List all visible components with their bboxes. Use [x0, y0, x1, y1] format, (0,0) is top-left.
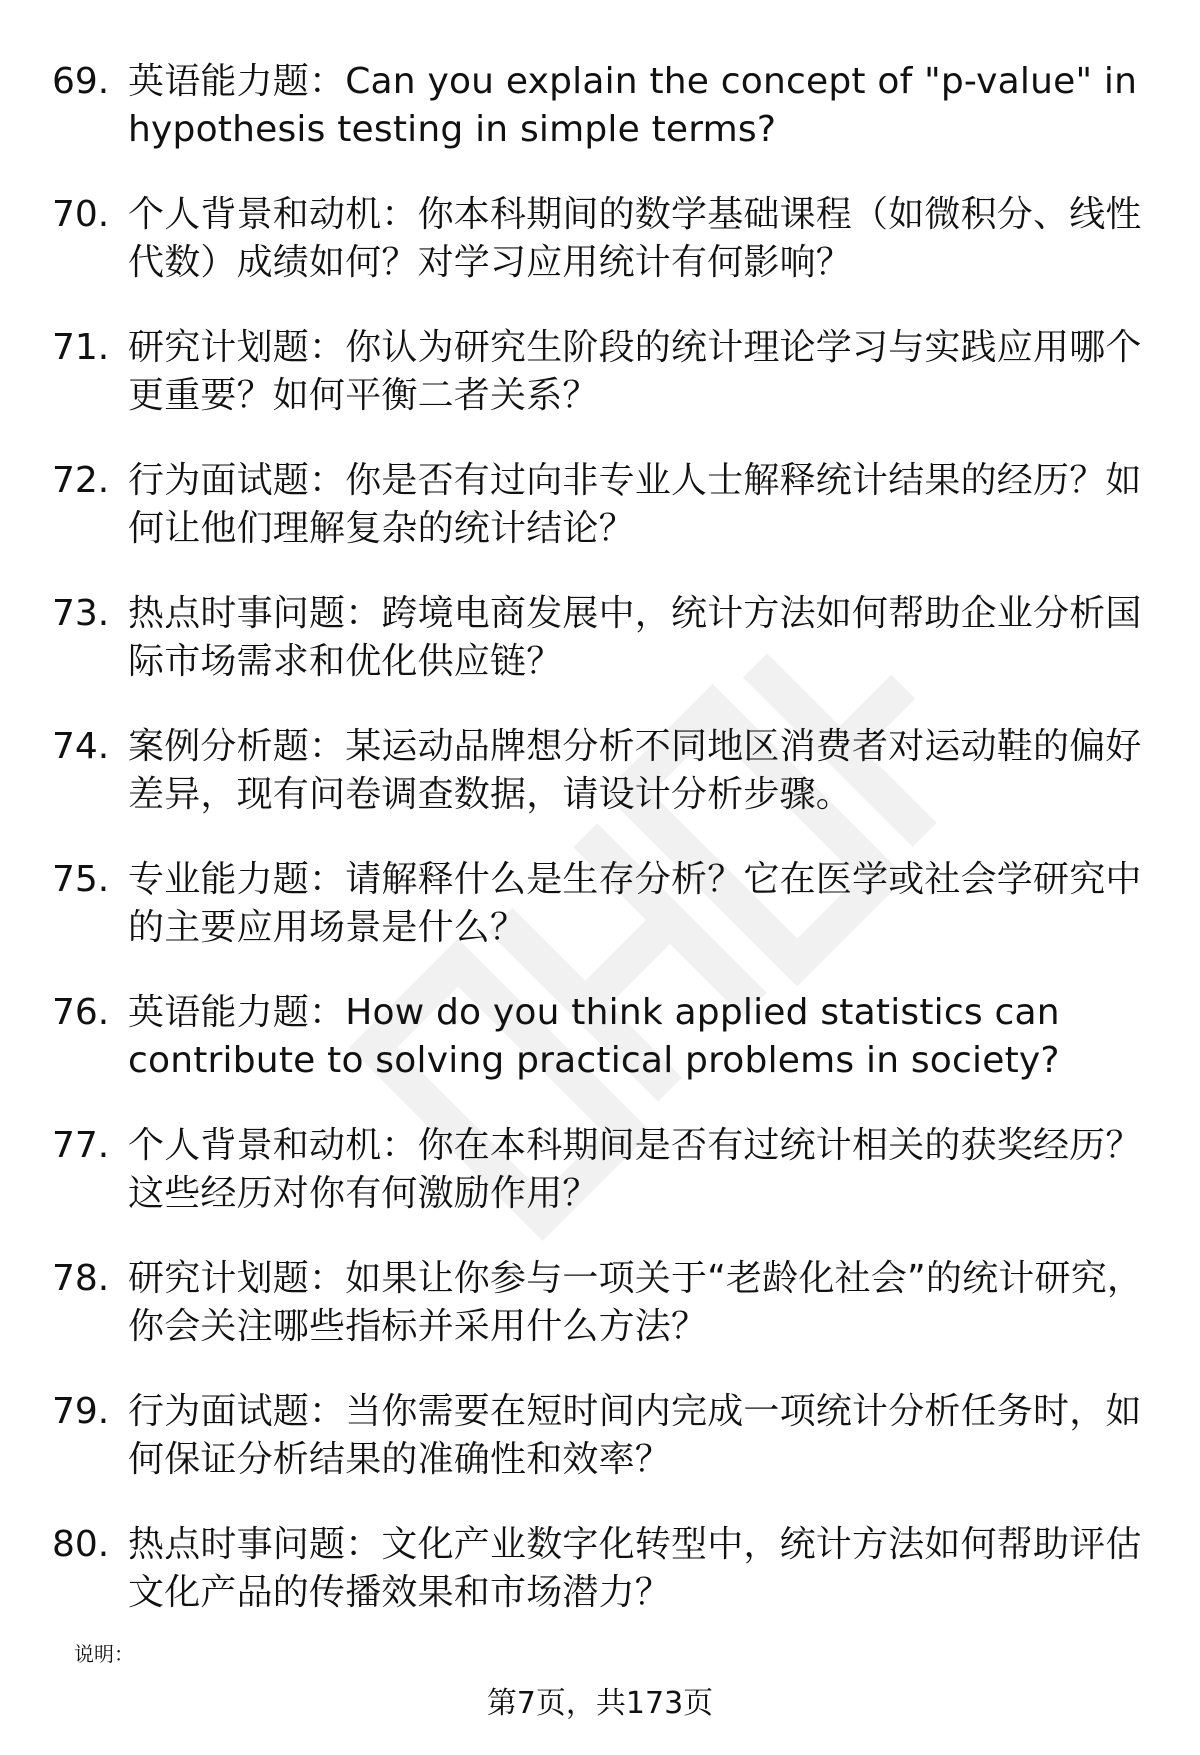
question-text: 热点时事问题：文化产业数字化转型中，统计方法如何帮助评估文化产品的传播效果和市场潜力？ — [128, 1524, 1142, 1613]
list-item — [52, 457, 1162, 590]
question-number: 72. — [52, 460, 110, 501]
question-text: 研究计划题：如果让你参与一项关于“老龄化社会”的统计研究，你会关注哪些指标并采用什么方法？ — [128, 1258, 1144, 1347]
list-item — [52, 1388, 1162, 1521]
list-item — [52, 590, 1162, 723]
question-number: 76. — [52, 992, 110, 1033]
question-text: 行为面试题：你是否有过向非专业人士解释统计结果的经历？如何让他们理解复杂的统计结论？ — [128, 460, 1142, 549]
page-footer: 第7页，共173页 — [486, 1686, 714, 1721]
question-text: 个人背景和动机：你在本科期间是否有过统计相关的获奖经历？这些经历对你有何激励作用？ — [128, 1125, 1142, 1214]
question-number: 77. — [52, 1125, 110, 1166]
question-text: 研究计划题：你认为研究生阶段的统计理论学习与实践应用哪个更重要？如何平衡二者关系？ — [128, 327, 1142, 416]
note-label: 说明： — [74, 1642, 134, 1666]
question-number: 73. — [52, 593, 110, 634]
question-text: 热点时事问题：跨境电商发展中，统计方法如何帮助企业分析国际市场需求和优化供应链？ — [128, 593, 1142, 682]
question-text: 个人背景和动机：你本科期间的数学基础课程（如微积分、线性代数）成绩如何？对学习应用统计有何影响？ — [128, 194, 1142, 283]
list-item — [52, 1521, 1162, 1654]
question-text: 英语能力题：How do you think applied statistics can contribute to solving practical problems in society? — [128, 992, 1060, 1081]
question-number: 71. — [52, 327, 110, 368]
list-item — [52, 723, 1162, 856]
question-text: 行为面试题：当你需要在短时间内完成一项统计分析任务时，如何保证分析结果的准确性和效率？ — [128, 1391, 1142, 1480]
list-item — [52, 856, 1162, 989]
question-number: 70. — [52, 194, 110, 235]
question-number: 80. — [52, 1524, 110, 1565]
list-item — [52, 324, 1162, 457]
question-number: 78. — [52, 1258, 110, 1299]
list-item — [52, 989, 1162, 1122]
list-item — [52, 1255, 1162, 1388]
question-number: 69. — [52, 61, 110, 102]
question-number: 75. — [52, 859, 110, 900]
list-item — [52, 58, 1162, 191]
question-text: 案例分析题：某运动品牌想分析不同地区消费者对运动鞋的偏好差异，现有问卷调查数据，请设计分析步骤。 — [128, 726, 1142, 815]
list-item — [52, 1122, 1162, 1255]
question-number: 79. — [52, 1391, 110, 1432]
list-item — [52, 191, 1162, 324]
question-text: 专业能力题：请解释什么是生存分析？它在医学或社会学研究中的主要应用场景是什么？ — [128, 859, 1142, 948]
question-list — [52, 58, 1162, 1654]
question-text: 英语能力题：Can you explain the concept of "p-value" in hypothesis testing in simple terms? — [128, 61, 1138, 150]
question-number: 74. — [52, 726, 110, 767]
